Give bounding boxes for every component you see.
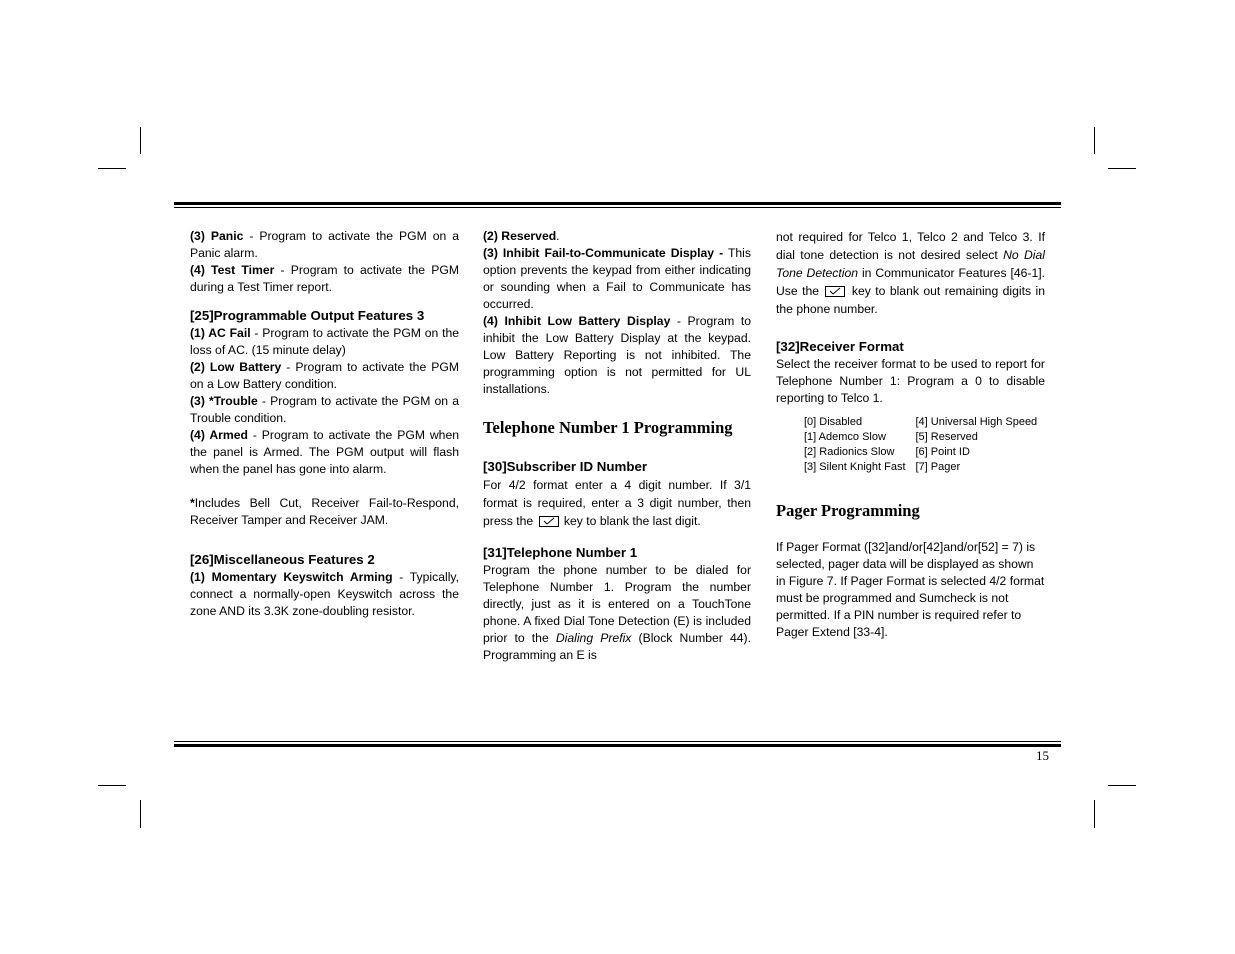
column-3 [776,228,1045,641]
option-inhibit-fail: (3) Inhibit Fail-to-Communicate Display - This option prevents the keypad from either indicating or sounding when a Fail to Communicate has occurred. [483,246,751,311]
table-row: [3] Silent Knight Fast [7] Pager [804,461,961,473]
section-title-telephone: Telephone Number 1 Programming [483,418,733,437]
page-number: 15 [1036,748,1049,763]
enter-key-icon [539,516,559,527]
option-keyswitch: (1) Momentary Keyswitch Arming - Typically, connect a normally-open Keyswitch across the zone AND its 3.3K zone-doubling resistor. [190,570,459,618]
enter-key-icon [825,286,845,297]
heading-32: [32]Receiver Format [776,339,904,354]
crop-mark [140,800,141,828]
heading-31: [31]Telephone Number 1 [483,545,638,560]
heading-30: [30]Subscriber ID Number [483,459,648,474]
footer-rule-thin [174,741,1061,742]
crop-mark [1108,785,1136,786]
column-2 [483,228,751,664]
footer-rule [174,744,1061,747]
heading-25: [25]Programmable Output Features 3 [190,308,425,323]
column-1 [190,228,459,620]
option-armed: (4) Armed - Program to activate the PGM when the panel is Armed. The PGM output will flash when the panel has gone into alarm. [190,428,460,476]
option-panic: (3) Panic - Program to activate the PGM on a Panic alarm. [190,229,459,260]
crop-mark [98,168,126,169]
crop-mark [1094,127,1095,154]
trouble-note: *Includes Bell Cut, Receiver Fail-to-Respond, Receiver Tamper and Receiver JAM. [190,496,459,527]
heading-26: [26]Miscellaneous Features 2 [190,552,375,567]
option-trouble: (3) *Trouble - Program to activate the PGM on a Trouble condition. [190,394,459,425]
receiver-format-table [804,415,1047,475]
text-31-cont: not required for Telco 1, Telco 2 and Telco 3. If dial tone detection is not desired select No Dial Tone Detection in Communicator Features [46-1]. Use the key to blank out remaining digits in the phone number. [776,230,1045,316]
crop-mark [1094,800,1095,828]
crop-mark [1108,168,1136,169]
crop-mark [98,785,126,786]
table-row: [1] Ademco Slow [5] Reserved [804,431,978,443]
text-32: Select the receiver format to be used to report for Telephone Number 1: Program a 0 to disable reporting to Telco 1. [776,357,1045,405]
table-row: [2] Radionics Slow [6] Point ID [804,446,970,458]
option-test-timer: (4) Test Timer - Program to activate the PGM during a Test Timer report. [190,263,460,294]
text-31: Program the phone number to be dialed for Telephone Number 1. Program the number directly, just as it is entered on a TouchTone phone. A fixed Dial Tone Detection (E) is included prior to the Dialing Prefix (Block Number 44). Programming an E is [483,563,751,662]
option-ac-fail: (1) AC Fail - Program to activate the PGM on the loss of AC. (15 minute delay) [190,326,460,357]
crop-mark [140,127,141,154]
text-pager: If Pager Format ([32]and/or[42]and/or[52] = 7) is selected, pager data will be displayed as shown in Figure 7. If Pager Format is selected 4/2 format must be programmed and Sumcheck is not permitted. If a PIN number is required refer to Pager Extend [33-4]. [776,540,1045,639]
option-inhibit-low-battery: (4) Inhibit Low Battery Display - Program to inhibit the Low Battery Display at the keypad. Low Battery Reporting is not inhibited. The programming option is not permitted for UL installations. [483,314,751,396]
text-30: For 4/2 format enter a 4 digit number. If 3/1 format is required, enter a 3 digit number, then press the key to blank the last digit. [483,478,751,528]
header-rule [174,202,1061,205]
option-low-battery: (2) Low Battery - Program to activate the PGM on a Low Battery condition. [190,360,459,391]
section-title-pager: Pager Programming [776,501,920,520]
header-rule-thin [174,207,1061,208]
table-row: [0] Disabled [4] Universal High Speed [804,416,1038,428]
option-reserved: (2) Reserved. [483,229,560,243]
